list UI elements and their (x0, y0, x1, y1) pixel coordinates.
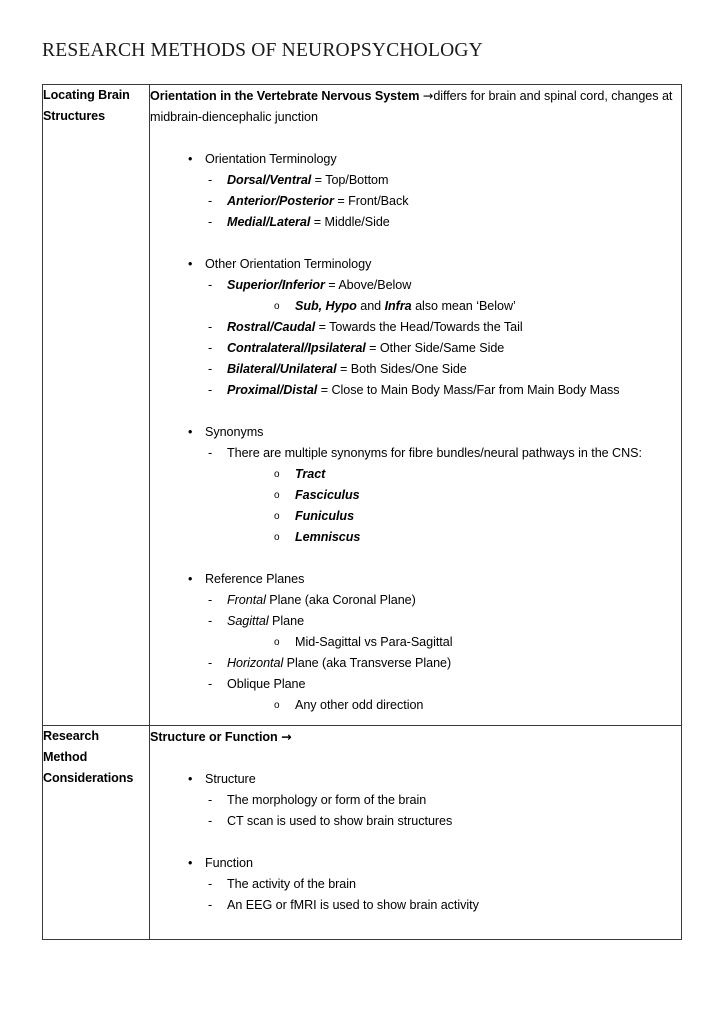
dash-icon: - (208, 814, 213, 828)
circle-icon: o (274, 511, 280, 522)
section-heading (150, 85, 681, 128)
group-title: Structure (205, 772, 256, 786)
list-item (205, 338, 681, 359)
bullet-icon: • (188, 856, 193, 870)
list-item (150, 853, 681, 916)
dash-icon: - (208, 362, 213, 376)
notes-table-body (43, 85, 682, 940)
row-label-line: Locating Brain (43, 88, 130, 102)
row-body-cell-research-method-considerations (150, 726, 682, 940)
dash-icon: - (208, 793, 213, 807)
term-label: Medial/Lateral (227, 215, 311, 229)
bullet-list-level2 (205, 443, 681, 548)
term-definition: = Towards the Head/Towards the Tail (315, 320, 523, 334)
bullet-list-level1 (150, 149, 681, 233)
list-item (227, 527, 681, 548)
list-item (205, 653, 681, 674)
bullet-group (150, 422, 681, 548)
term-label: Sagittal (227, 614, 269, 628)
term-definition: = Top/Bottom (311, 173, 389, 187)
term-definition: Plane (268, 614, 305, 628)
dash-icon: - (208, 446, 213, 460)
list-item (205, 674, 681, 716)
dash-icon: - (208, 383, 213, 397)
term-label: Rostral/Caudal (227, 320, 316, 334)
bullet-icon: • (188, 152, 193, 166)
list-item (227, 632, 681, 653)
bullet-group (150, 769, 681, 832)
section-heading-bold: Orientation in the Vertebrate Nervous System (150, 89, 423, 103)
list-item (205, 790, 681, 811)
list-item (205, 275, 681, 317)
term-label: Proximal/Distal (227, 383, 318, 397)
arrow-icon: → (422, 88, 434, 103)
list-item (150, 422, 681, 548)
sub-term-tail: also mean ‘Below’ (411, 299, 516, 313)
dash-icon: - (208, 215, 213, 229)
term-definition: CT scan is used to show brain structures (227, 814, 453, 828)
list-item (227, 464, 681, 485)
term-definition: Oblique Plane (227, 677, 306, 691)
term-definition: There are multiple synonyms for fibre bundles/neural pathways in the CNS: (227, 446, 642, 460)
bullet-list-level2 (205, 275, 681, 401)
row-label-cell-research-method-considerations (43, 726, 150, 940)
section-heading-rest: differs for brain and spinal cord, changes at midbrain-diencephalic junction (150, 89, 673, 124)
list-item (227, 695, 681, 716)
bullet-list-level3 (227, 296, 681, 317)
section-heading-bold: Structure or Function (150, 730, 282, 744)
bullet-list-level1 (150, 769, 681, 832)
group-title: Function (205, 856, 253, 870)
dash-icon: - (208, 593, 213, 607)
list-item (150, 149, 681, 233)
circle-icon: o (274, 637, 280, 648)
term-definition: The activity of the brain (227, 877, 356, 891)
term-definition: = Middle/Side (310, 215, 390, 229)
circle-icon: o (274, 700, 280, 711)
bullet-list-level1 (150, 569, 681, 716)
dash-icon: - (208, 877, 213, 891)
sub-detail: Any other odd direction (295, 698, 424, 712)
bullet-group (150, 149, 681, 233)
dash-icon: - (208, 898, 213, 912)
term-definition: = Both Sides/One Side (336, 362, 467, 376)
bullet-list-level3 (227, 464, 681, 548)
term-label: Bilateral/Unilateral (227, 362, 337, 376)
bullet-group (150, 853, 681, 916)
term-definition: = Front/Back (333, 194, 409, 208)
row-label-line: Research (43, 729, 99, 743)
bullet-list-level1 (150, 422, 681, 548)
bullet-icon: • (188, 572, 193, 586)
term-label: Frontal (227, 593, 266, 607)
list-item (205, 380, 681, 401)
list-item (205, 212, 681, 233)
term-definition: Plane (aka Coronal Plane) (265, 593, 416, 607)
dash-icon: - (208, 278, 213, 292)
group-title: Other Orientation Terminology (205, 257, 372, 271)
bullet-icon: • (188, 257, 193, 271)
bullet-group (150, 569, 681, 716)
list-item (205, 611, 681, 653)
list-item (150, 569, 681, 716)
bullet-list-level2 (205, 590, 681, 716)
row-body-cell-locating-brain-structures (150, 85, 682, 726)
row-label-line: Structures (43, 109, 105, 123)
sub-term-mid: and (356, 299, 385, 313)
group-title: Reference Planes (205, 572, 305, 586)
list-item (205, 811, 681, 832)
list-item (205, 874, 681, 895)
bullet-list-level1 (150, 254, 681, 401)
synonym-label: Funiculus (295, 509, 355, 523)
term-definition: An EEG or fMRI is used to show brain activity (227, 898, 479, 912)
list-item (205, 170, 681, 191)
dash-icon: - (208, 677, 213, 691)
term-definition: The morphology or form of the brain (227, 793, 427, 807)
bullet-list-level1 (150, 853, 681, 916)
row-label-line: Method (43, 750, 88, 764)
list-item (150, 769, 681, 832)
list-item (205, 895, 681, 916)
synonym-label: Fasciculus (295, 488, 360, 502)
dash-icon: - (208, 656, 213, 670)
list-item (205, 191, 681, 212)
synonym-label: Lemniscus (295, 530, 361, 544)
circle-icon: o (274, 469, 280, 480)
sub-term-post: Infra (384, 299, 412, 313)
table-row (43, 85, 682, 726)
bullet-list-level2 (205, 790, 681, 832)
bullet-list-level2 (205, 874, 681, 916)
dash-icon: - (208, 614, 213, 628)
term-label: Horizontal (227, 656, 284, 670)
list-item (227, 506, 681, 527)
bullet-list-level3 (227, 695, 681, 716)
list-item (227, 296, 681, 317)
bullet-icon: • (188, 425, 193, 439)
arrow-icon: → (281, 729, 292, 744)
section-heading (150, 726, 681, 748)
group-title: Synonyms (205, 425, 264, 439)
row-label-cell-locating-brain-structures (43, 85, 150, 726)
term-definition: = Close to Main Body Mass/Far from Main Body Mass (317, 383, 620, 397)
list-item (150, 254, 681, 401)
page-title: RESEARCH METHODS OF NEUROPSYCHOLOGY (42, 40, 483, 61)
term-definition: = Above/Below (324, 278, 412, 292)
bullet-list-level3 (227, 632, 681, 653)
table-row (43, 726, 682, 940)
dash-icon: - (208, 320, 213, 334)
list-item (205, 359, 681, 380)
group-title: Orientation Terminology (205, 152, 337, 166)
dash-icon: - (208, 194, 213, 208)
notes-table (42, 84, 682, 940)
circle-icon: o (274, 532, 280, 543)
term-label: Contralateral/Ipsilateral (227, 341, 366, 355)
dash-icon: - (208, 173, 213, 187)
term-label: Superior/Inferior (227, 278, 325, 292)
term-label: Dorsal/Ventral (227, 173, 312, 187)
list-item (227, 485, 681, 506)
bullet-icon: • (188, 772, 193, 786)
term-label: Anterior/Posterior (227, 194, 334, 208)
bullet-group (150, 254, 681, 401)
list-item (205, 590, 681, 611)
term-definition: Plane (aka Transverse Plane) (283, 656, 452, 670)
bullet-list-level2 (205, 170, 681, 233)
sub-term-pre: Sub, Hypo (295, 299, 357, 313)
row-label-line: Considerations (43, 771, 134, 785)
list-item (205, 317, 681, 338)
synonym-label: Tract (295, 467, 326, 481)
term-definition: = Other Side/Same Side (365, 341, 505, 355)
circle-icon: o (274, 490, 280, 501)
dash-icon: - (208, 341, 213, 355)
sub-detail: Mid-Sagittal vs Para-Sagittal (295, 635, 453, 649)
circle-icon: o (274, 301, 280, 312)
list-item (205, 443, 681, 548)
